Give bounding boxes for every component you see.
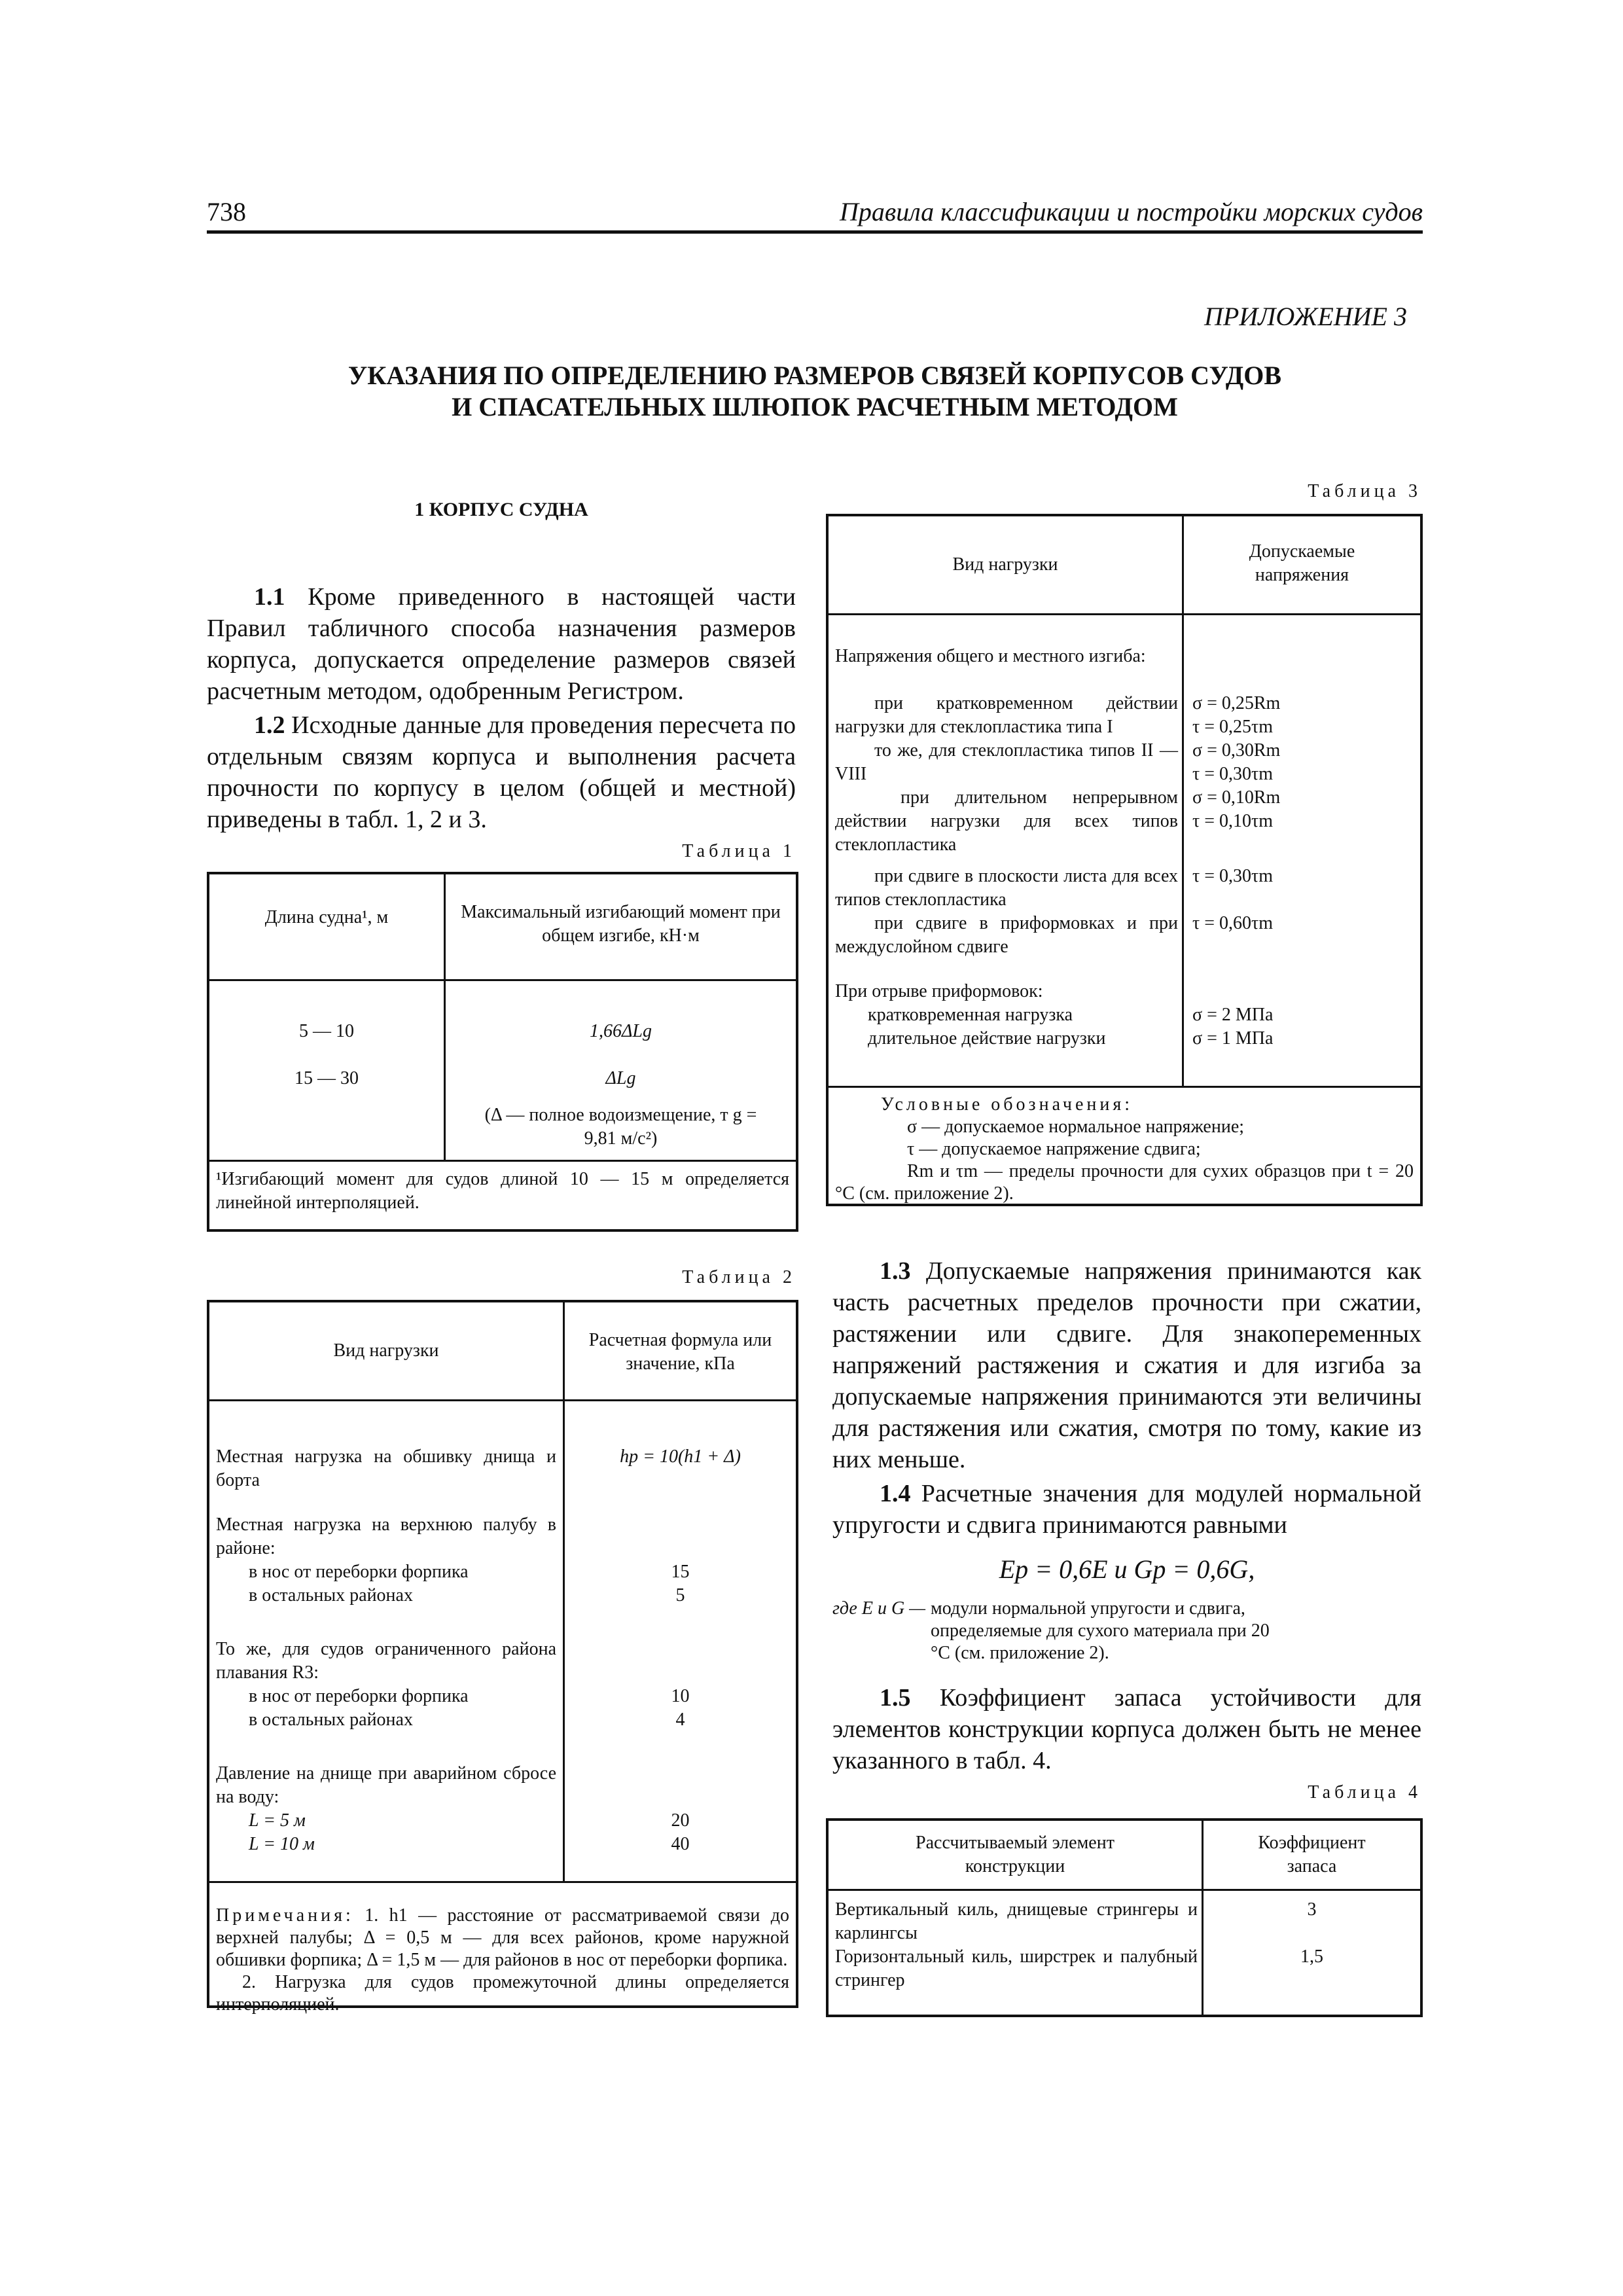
paragraph-1-1 <box>207 581 796 707</box>
table-3-group-2: При отрыве приформовок: <box>835 981 1043 1001</box>
table-2-note-2: 2. Нагрузка для судов промежуточной длины определяется интерполяцией. <box>216 1972 789 2015</box>
table-3-legend-3: Rm и τm — пределы прочности для сухих образцов при t = 20 °С (см. приложение 2). <box>835 1161 1414 1204</box>
paragraph-text: Исходные данные для проведения пересчета по отдельным связям корпуса и выполнения расчета прочности по корпусу в целом (общей и местной) приведены в табл. 1, 2 и 3. <box>207 711 796 833</box>
table-1-row-1-moment: 1,66ΔLg <box>589 1021 652 1041</box>
table-2-row-3b-label: в остальных районах <box>249 1710 413 1730</box>
table-4-col1-header: Рассчитываемый элемент конструкции <box>916 1833 1115 1876</box>
table-3 <box>826 514 1423 1206</box>
table-3-row-4-label: при сдвиге в плоскости листа для всех типов стеклопластика <box>835 866 1178 910</box>
section-heading: 1 КОРПУС СУДНА <box>414 499 588 520</box>
table-2-note-1: 1. h1 — расстояние от рассматриваемой связи до верхней палубы; Δ = 0,5 м — для всех районов, кроме наружной обшивки форпика; Δ = 1,5 м — для районов в нос от переборки форпика. <box>216 1905 789 1970</box>
right-column-text-2 <box>832 1682 1421 1776</box>
table-3-legend-title: Условные обозначения: <box>881 1094 1133 1115</box>
table-3-row-2-value-2: τ = 0,30τm <box>1192 764 1274 784</box>
table-2-caption: Таблица 2 <box>682 1267 796 1287</box>
table-3-row-3-label: при длительном непрерывном действии нагрузки для всех типов стеклопластика <box>835 787 1178 855</box>
table-2-col1-header: Вид нагрузки <box>333 1340 439 1361</box>
paragraph-number: 1.1 <box>254 583 285 611</box>
table-3-row-1-value-1: σ = 0,25Rm <box>1192 693 1281 713</box>
where-text: модули нормальной упругости и сдвига, определяемые для сухого материала при 20 °С (см. приложение 2). <box>931 1598 1270 1663</box>
table-1-col1-header: Длина судна¹, м <box>264 907 389 927</box>
table-2 <box>207 1300 798 2015</box>
paragraph-number: 1.5 <box>880 1684 911 1712</box>
table-2-row-4-label: Давление на днище при аварийном сбросе на воду: <box>216 1763 556 1807</box>
table-3-row-7-value-1: σ = 1 МПа <box>1192 1028 1274 1049</box>
table-2-row-3a-value: 10 <box>671 1686 690 1706</box>
paragraph-number: 1.4 <box>880 1480 911 1507</box>
table-4-row-2-label: Горизонтальный киль, ширстрек и палубный стрингер <box>835 1946 1198 1990</box>
table-4 <box>826 1818 1423 2017</box>
table-1-row-2-length: 15 — 30 <box>294 1068 359 1088</box>
table-2-row-2a-value: 15 <box>671 1562 690 1582</box>
table-3-row-1-value-2: τ = 0,25τm <box>1192 717 1274 737</box>
table-2-notes <box>216 1905 789 2016</box>
table-3-col2-header: Допускаемые напряжения <box>1249 541 1355 585</box>
running-head: Правила классификации и постройки морских судов <box>839 197 1423 226</box>
paragraph-text: Кроме приведенного в настоящей части Правил табличного способа назначения размеров корпуса, допускается определение размеров связей расчетным методом, одобренным Регистром. <box>207 583 796 705</box>
right-column-text <box>832 1255 1421 1664</box>
formula-explanation <box>832 1598 1421 1664</box>
table-3-row-2-value-1: σ = 0,30Rm <box>1192 740 1281 761</box>
paragraph-1-3 <box>832 1255 1421 1475</box>
paragraph-number: 1.2 <box>254 711 285 739</box>
table-2-row-3b-value: 4 <box>675 1710 685 1730</box>
left-column-text <box>207 581 796 835</box>
where-label: где E и G — <box>832 1598 926 1619</box>
table-4-col2-header: Коэффициент запаса <box>1258 1833 1366 1876</box>
table-2-row-2b-label: в остальных районах <box>249 1585 413 1605</box>
table-1-legend: (Δ — полное водоизмещение, т g = 9,81 м/с²) <box>484 1105 757 1149</box>
table-1-row-1-length: 5 — 10 <box>299 1021 354 1041</box>
table-4-row-1-label: Вертикальный киль, днищевые стрингеры и карлингсы <box>835 1899 1198 1943</box>
formula-moduli: Ep = 0,6E и Gp = 0,6G, <box>999 1554 1255 1584</box>
table-1-row-2-moment: ΔLg <box>605 1068 636 1088</box>
table-3-row-3-value-1: σ = 0,10Rm <box>1192 787 1281 808</box>
table-2-row-3a-label: в нос от переборки форпика <box>249 1686 469 1706</box>
table-2-row-2-label: Местная нагрузка на верхнюю палубу в районе: <box>216 1515 556 1558</box>
table-2-row-2a-label: в нос от переборки форпика <box>249 1562 469 1582</box>
page-title <box>207 360 1423 423</box>
table-3-row-6-value-1: σ = 2 МПа <box>1192 1005 1274 1025</box>
table-3-group-1: Напряжения общего и местного изгиба: <box>835 646 1146 666</box>
table-2-row-1-value: hp = 10(h1 + Δ) <box>620 1446 741 1467</box>
table-2-row-4a-label: L = 5 м <box>249 1810 306 1831</box>
table-3-legend <box>835 1094 1414 1205</box>
paragraph-text: Расчетные значения для модулей нормальной упругости и сдвига принимаются равными <box>832 1480 1422 1539</box>
table-1-footnote: ¹Изгибающий момент для судов длиной 10 — 15 м определяется линейной интерполяцией. <box>216 1169 789 1213</box>
table-3-legend-1: σ — допускаемое нормальное напряжение; <box>907 1117 1245 1137</box>
paragraph-number: 1.3 <box>880 1257 911 1285</box>
paragraph-text: Допускаемые напряжения принимаются как часть расчетных пределов прочности при сжатии, растяжении или сдвиге. Для знакопеременных напряжений растяжения и сжатия и для изгиба за допускаемые напряжения принимаются эти величины для растяжения или сжатия, смотря по тому, какие из них меньше. <box>832 1257 1421 1473</box>
table-3-row-7-label: длительное действие нагрузки <box>868 1028 1106 1049</box>
table-3-caption: Таблица 3 <box>1308 481 1421 501</box>
table-3-row-2-label: то же, для стеклопластика типов II — VIII <box>835 740 1178 784</box>
table-1 <box>207 872 798 1232</box>
table-1-col2-header: Максимальный изгибающий момент при общем изгибе, кН·м <box>461 902 781 946</box>
table-2-row-1-label: Местная нагрузка на обшивку днища и борта <box>216 1446 556 1490</box>
table-3-row-5-label: при сдвиге в приформовках и при междуслойном сдвиге <box>835 913 1178 957</box>
title-line-2: И СПАСАТЕЛЬНЫХ ШЛЮПОК РАСЧЕТНЫМ МЕТОДОМ <box>452 392 1178 422</box>
title-line-1: УКАЗАНИЯ ПО ОПРЕДЕЛЕНИЮ РАЗМЕРОВ СВЯЗЕЙ КОРПУСОВ СУДОВ <box>348 361 1282 390</box>
paragraph-text: Коэффициент запаса устойчивости для элементов конструкции корпуса должен быть не менее указанного в табл. 4. <box>832 1684 1421 1774</box>
paragraph-1-4 <box>832 1478 1421 1541</box>
table-4-row-2-value: 1,5 <box>1300 1946 1323 1967</box>
table-2-row-3-label: То же, для судов ограниченного района плавания R3: <box>216 1639 556 1683</box>
paragraph-1-2 <box>207 709 796 835</box>
paragraph-1-5 <box>832 1682 1421 1776</box>
table-2-notes-title: Примечания: <box>216 1905 354 1926</box>
table-3-row-1-label: при кратковременном действии нагрузки для стеклопластика типа I <box>835 693 1178 737</box>
table-2-row-4a-value: 20 <box>671 1810 690 1831</box>
table-3-row-6-label: кратковременная нагрузка <box>868 1005 1073 1025</box>
page-number: 738 <box>207 197 246 226</box>
table-2-row-4b-value: 40 <box>671 1834 690 1854</box>
table-1-caption: Таблица 1 <box>682 841 796 861</box>
table-3-row-4-value-1: τ = 0,30τm <box>1192 866 1274 886</box>
table-3-col1-header: Вид нагрузки <box>952 554 1058 575</box>
appendix-label: ПРИЛОЖЕНИЕ 3 <box>1204 302 1407 331</box>
table-2-row-2b-value: 5 <box>675 1585 685 1605</box>
table-2-col2-header: Расчетная формула или значение, кПа <box>588 1330 772 1374</box>
table-2-row-4b-label: L = 10 м <box>249 1834 315 1854</box>
header-rule <box>207 230 1423 234</box>
table-3-legend-2: τ — допускаемое напряжение сдвига; <box>907 1139 1201 1159</box>
table-3-row-3-value-2: τ = 0,10τm <box>1192 811 1274 831</box>
table-4-caption: Таблица 4 <box>1308 1782 1421 1803</box>
table-4-row-1-value: 3 <box>1307 1899 1317 1920</box>
table-3-row-5-value-1: τ = 0,60τm <box>1192 913 1274 933</box>
